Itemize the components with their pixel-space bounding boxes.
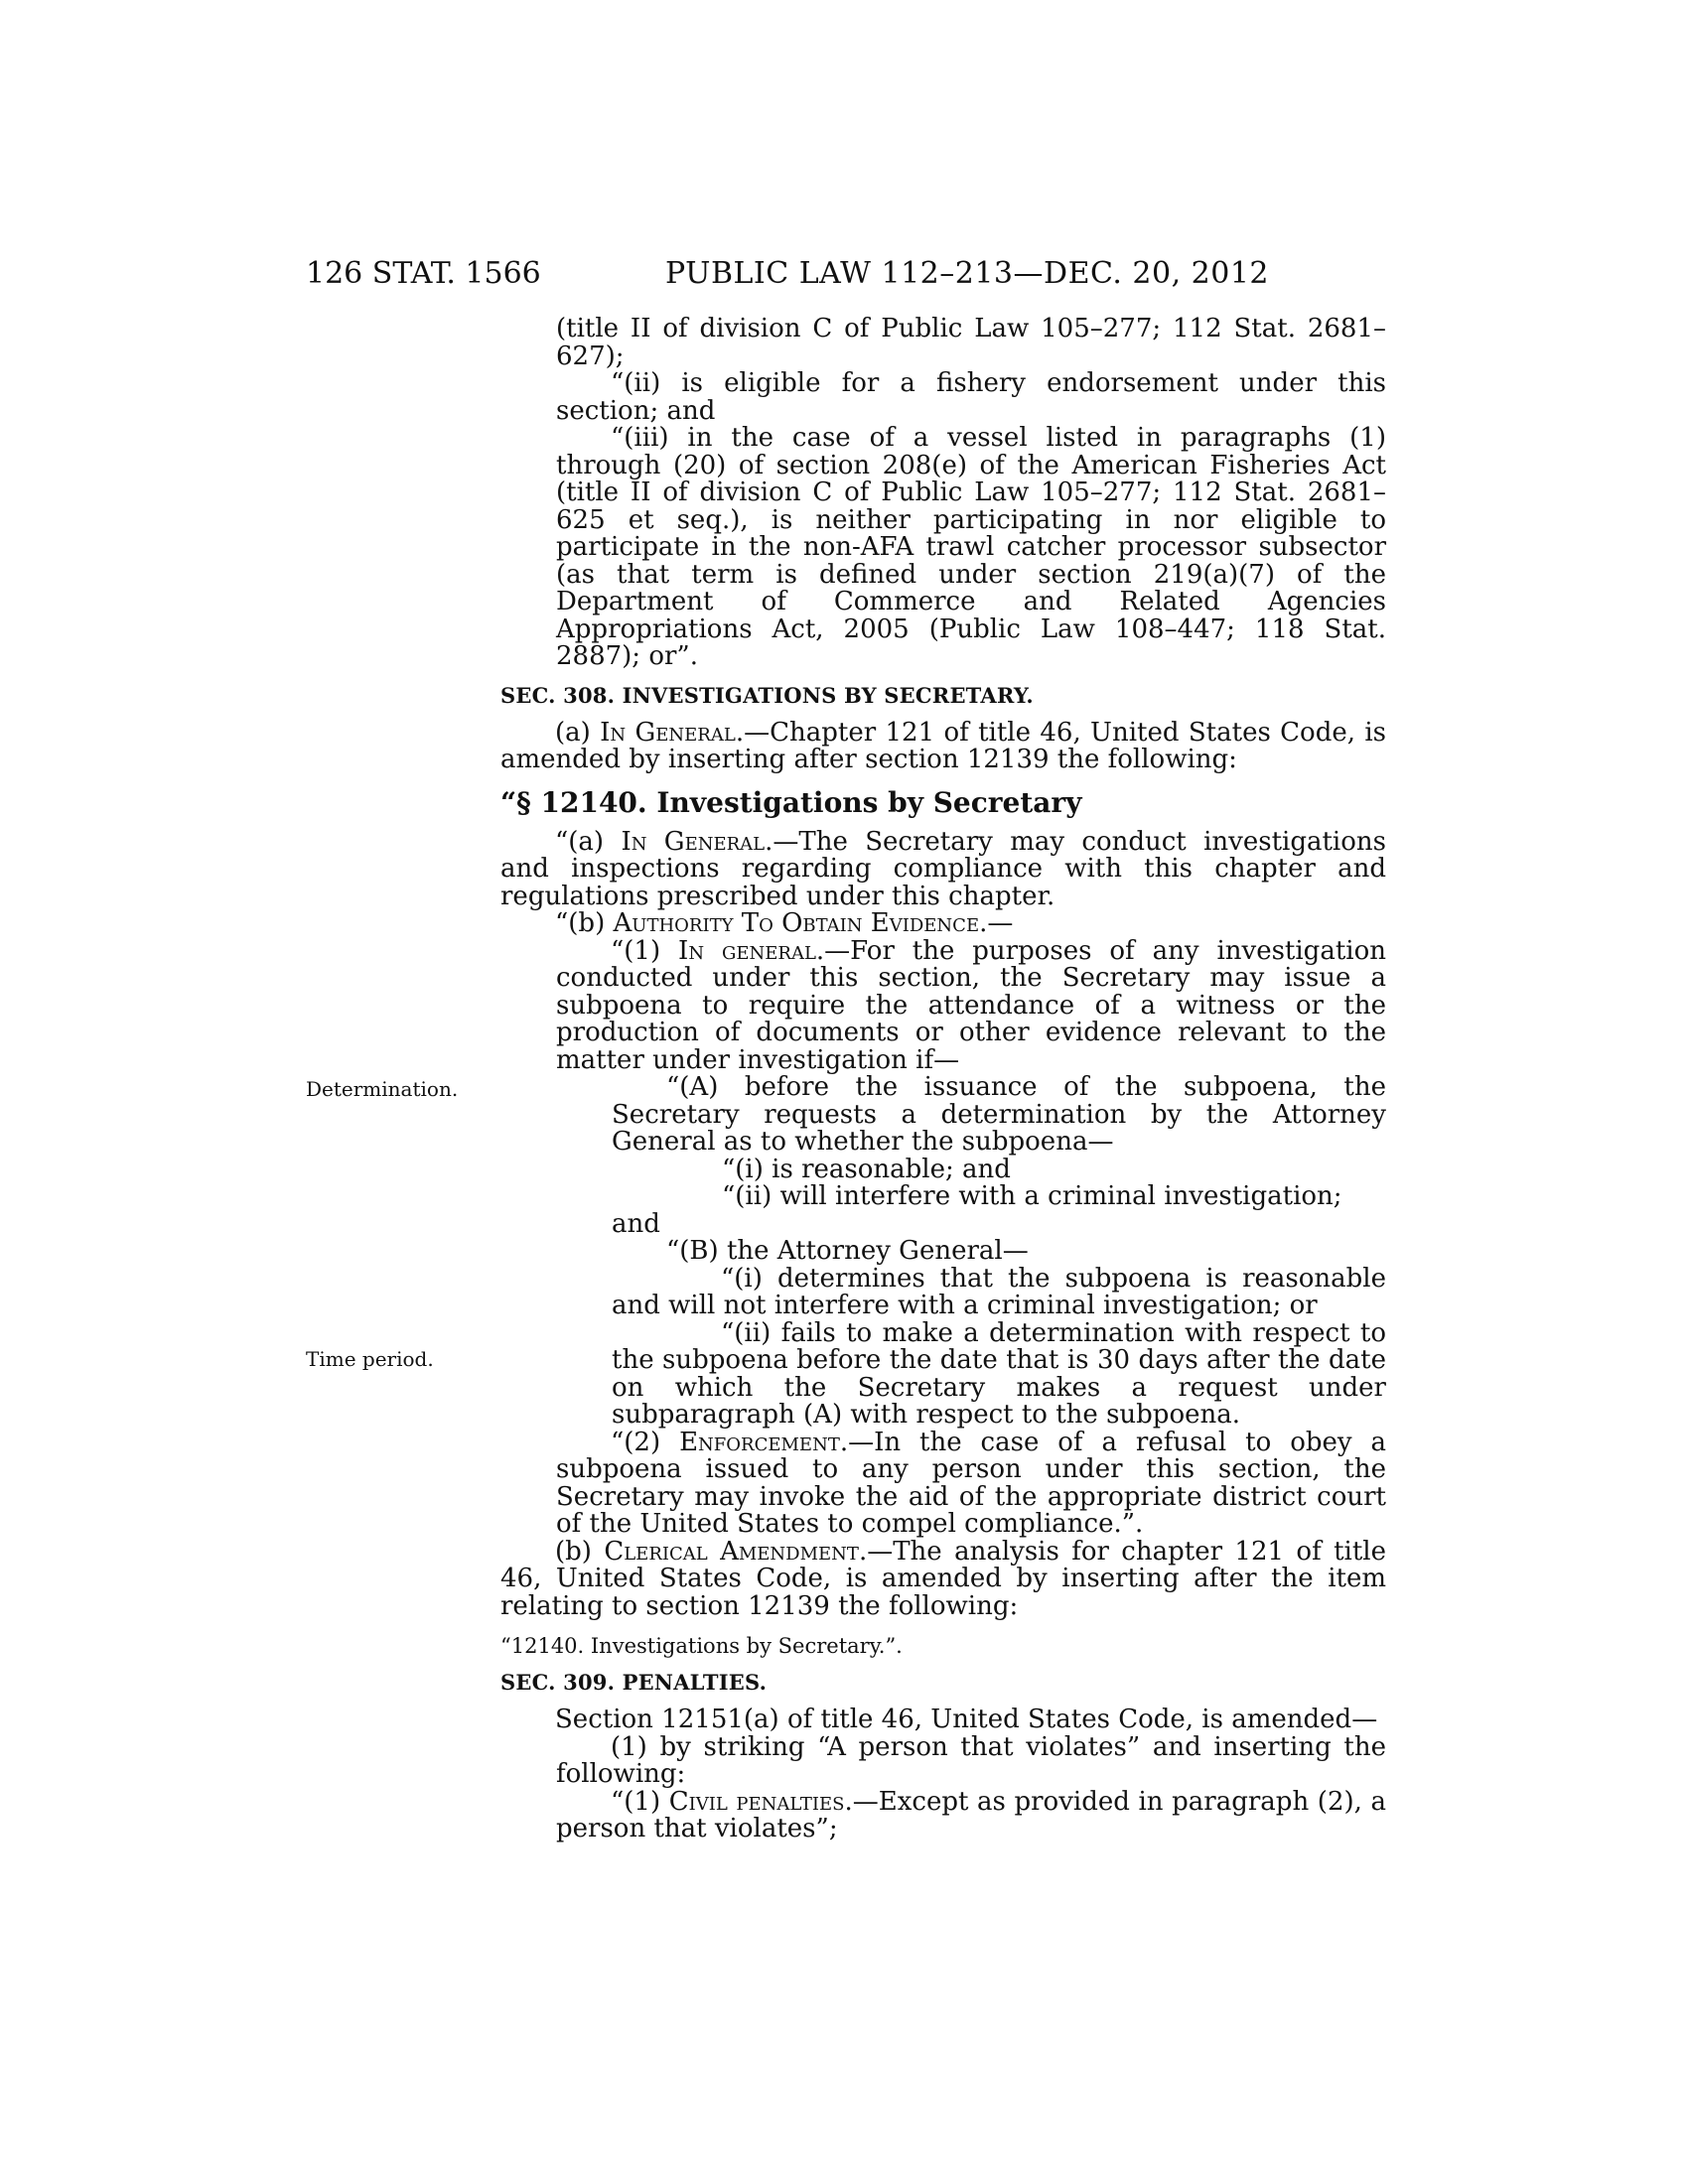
statute-citation: 126 STAT. 1566 — [306, 256, 541, 291]
paragraph-text: .—For the purposes of any investigation conducted under this section, the Secretary may issue a subpoena to require the attendance of a witness or the production of documents or other evidence relevant to the matter under investigation if— — [556, 935, 1386, 1075]
paragraph-label: “(1) — [611, 935, 679, 966]
paragraph: “(i) is reasonable; and — [722, 1154, 1011, 1184]
subsection-text: .—Chapter 121 of title 46, United States Code, is amended by inserting after section 12139 the following: — [500, 717, 1386, 774]
section-308-heading: SEC. 308. INVESTIGATIONS BY SECRETARY. — [500, 682, 1034, 708]
margin-note-determination: Determination. — [306, 1077, 459, 1101]
subsection-caption: Authority To Obtain Evidence — [613, 908, 980, 938]
paragraph — [500, 1427, 1386, 1539]
paragraph: (1) by striking “A person that violates” and inserting the following: — [556, 1731, 1386, 1789]
paragraph: “(B) the Attorney General— — [666, 1236, 1029, 1266]
subsection-text: .—The Secretary may conduct investigations and inspections regarding compliance with this chapter and regulations prescribed under this chapter. — [500, 826, 1386, 911]
subsection-caption: In General — [621, 826, 766, 857]
margin-note-time-period: Time period. — [306, 1347, 434, 1371]
paragraph: “(ii) is eligible for a fishery endorsement under this section; and — [556, 368, 1386, 426]
table-of-contents-item: “12140. Investigations by Secretary.”. — [500, 1634, 903, 1658]
paragraph-label: “(1) — [611, 1786, 669, 1817]
paragraph-caption: Civil penalties — [668, 1786, 845, 1817]
subsection-caption: Clerical Amendment — [604, 1536, 859, 1567]
subsection-text: .—The analysis for chapter 121 of title 46, United States Code, is amended by inserting after the item relating to section 12139 the following: — [500, 1536, 1386, 1621]
public-law-heading: PUBLIC LAW 112–213—DEC. 20, 2012 — [665, 256, 1270, 291]
paragraph — [500, 826, 1386, 911]
subsection-label: (b) — [555, 1536, 605, 1567]
paragraph-caption: Enforcement — [679, 1427, 840, 1457]
paragraph-caption: In general — [678, 935, 816, 966]
subsection-text: .— — [979, 908, 1014, 938]
paragraph-text: .—Except as provided in paragraph (2), a person that violates”; — [556, 1786, 1386, 1843]
paragraph-text: .—In the case of a refusal to obey a subpoena issued to any person under this section, the Secretary may invoke the aid of the appropriate district court of the United States to compel compliance.”. — [556, 1427, 1386, 1539]
paragraph: “(ii) will interfere with a criminal investigation; — [722, 1181, 1342, 1211]
paragraph — [500, 1536, 1386, 1621]
paragraph: “(iii) in the case of a vessel listed in paragraphs (1) through (20) of section 208(e) of the American Fisheries Act (title II of division C of Public Law 105–277; 112 Stat. 2681–625 et seq.), is neither participating in nor eligible to participate in the non-AFA trawl catcher processor subsector (as that term is defined under section 219(a)(7) of the Department of Commerce and Related Agencies Appropriations Act, 2005 (Public Law 108–447; 118 Stat. 2887); or”. — [556, 423, 1386, 671]
paragraph: and — [612, 1208, 660, 1239]
paragraph: “(A) before the issuance of the subpoena, the Secretary requests a determination by the Attorney General as to whether the subpoena— — [612, 1072, 1386, 1157]
paragraph: (title II of division C of Public Law 105–277; 112 Stat. 2681–627); — [556, 314, 1386, 371]
paragraph — [500, 935, 1386, 1075]
paragraph — [500, 1786, 1386, 1843]
subsection-label: (a) — [555, 717, 601, 748]
body-text — [500, 316, 1386, 1843]
paragraph: “(i) determines that the subpoena is reasonable and will not interfere with a criminal investigation; or — [612, 1263, 1386, 1320]
paragraph — [500, 717, 1386, 774]
page-header — [0, 256, 1688, 296]
paragraph — [500, 910, 1386, 938]
subsection-label: “(a) — [555, 826, 622, 857]
subsection-label: “(b) — [555, 908, 614, 938]
subsection-caption: In General — [600, 717, 736, 748]
paragraph: “(ii) fails to make a determination with respect to the subpoena before the date that is 30 days after the date on which the Secretary makes a request under subparagraph (A) with respect to the subpoena. — [612, 1317, 1386, 1430]
paragraph-label: “(2) — [611, 1427, 680, 1457]
section-309-heading: SEC. 309. PENALTIES. — [500, 1670, 768, 1695]
section-12140-title: “§ 12140. Investigations by Secretary — [500, 785, 1082, 819]
paragraph: Section 12151(a) of title 46, United States Code, is amended— — [555, 1705, 1378, 1734]
